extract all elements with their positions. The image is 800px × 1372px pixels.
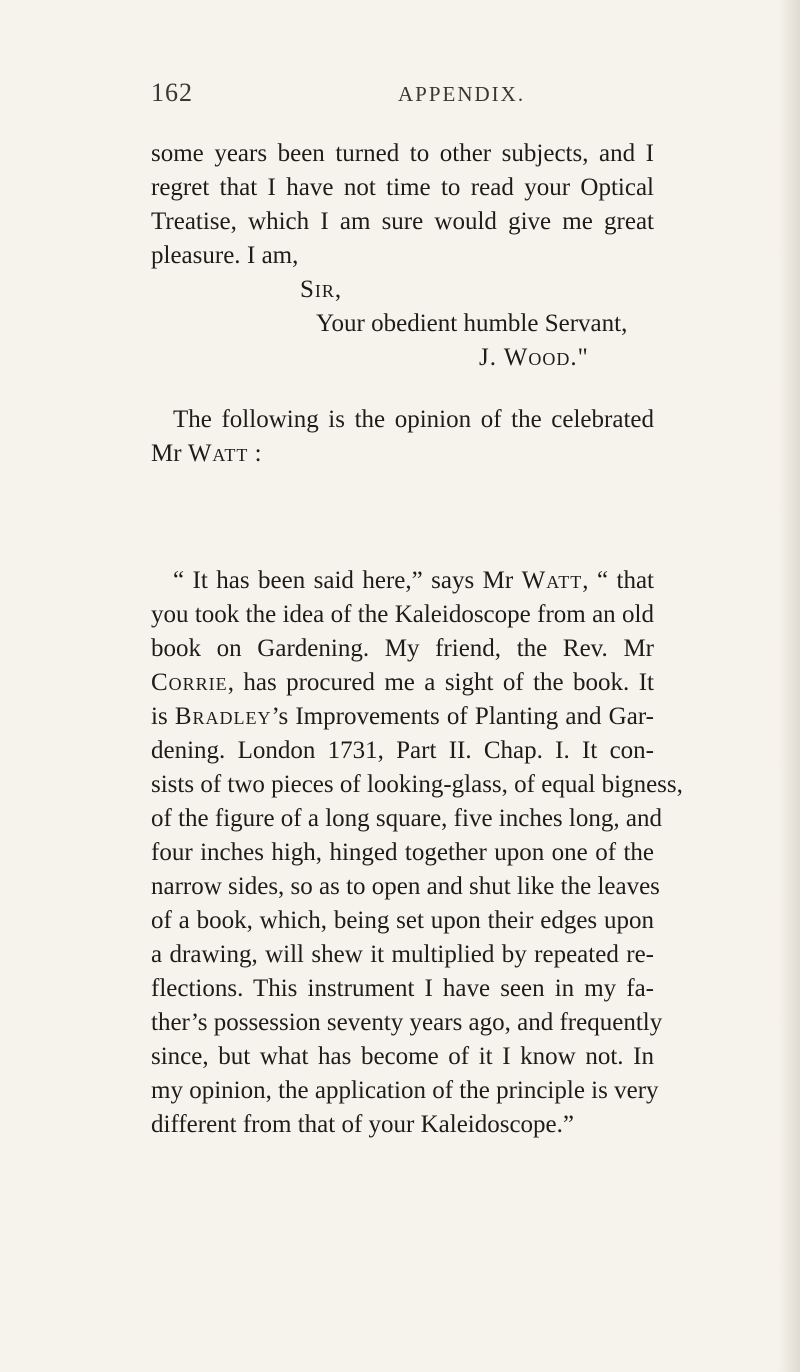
intro-paragraph bbox=[151, 403, 654, 471]
closing-valediction: Your obedient humble Servant, bbox=[316, 310, 628, 337]
letter-conclusion-paragraph bbox=[151, 137, 654, 273]
text-line: Corrie, has procured me a sight of the book. It bbox=[151, 669, 654, 696]
text-line: pleasure. bbox=[151, 242, 241, 269]
text-line: four inches high, hinged together upon one of the bbox=[151, 839, 654, 866]
person-name: Watt bbox=[187, 440, 249, 467]
text-line: flections. This instrument I have seen in my fa- bbox=[151, 975, 654, 1002]
person-name: Watt bbox=[521, 567, 583, 594]
person-name: Bradley bbox=[174, 703, 272, 730]
text-line: since, but what has become of it I know not. In bbox=[151, 1043, 654, 1070]
text-line: some years been turned to other subjects, and I bbox=[151, 140, 654, 167]
text-line: a drawing, will shew it multiplied by repeated re- bbox=[151, 941, 654, 968]
text-line: is Bradley’s Improvements of Planting and Gar- bbox=[151, 703, 654, 730]
text-line: book on Gardening. My friend, the Rev. Mr bbox=[151, 635, 654, 662]
running-head bbox=[0, 78, 800, 112]
page-edge-shadow bbox=[778, 0, 800, 1372]
text-line: different from that of your Kaleidoscope.” bbox=[151, 1111, 574, 1138]
watt-quote-paragraph bbox=[151, 564, 683, 1142]
closing-salutation: I am, bbox=[247, 242, 299, 269]
page-number: 162 bbox=[151, 78, 193, 107]
text-line: dening. London 1731, Part II. Chap. I. It con- bbox=[151, 737, 654, 764]
text-line: ther’s possession seventy years ago, and frequently bbox=[151, 1009, 663, 1036]
text-line: Treatise, which I am sure would give me great bbox=[151, 208, 654, 235]
text-line: “ It has been said here,” says Mr Watt, “ that bbox=[173, 567, 654, 594]
text-line: you took the idea of the Kaleidoscope from an old bbox=[151, 601, 654, 628]
text-line: Mr Watt : bbox=[151, 440, 262, 467]
signature: J. Wood." bbox=[479, 344, 589, 371]
closing-address: Sir, bbox=[300, 276, 343, 303]
text-line: narrow sides, so as to open and shut like the leaves bbox=[151, 873, 660, 900]
text-line: of a book, which, being set upon their edges upon bbox=[151, 907, 654, 934]
text-line: my opinion, the application of the principle is very bbox=[151, 1077, 659, 1104]
text-line: sists of two pieces of looking-glass, of equal bigness, bbox=[151, 771, 683, 798]
text-line: The following is the opinion of the celebrated bbox=[173, 406, 654, 433]
text-line: of the figure of a long square, five inches long, and bbox=[151, 805, 662, 832]
text-line: regret that I have not time to read your Optical bbox=[151, 174, 654, 201]
person-name: Corrie bbox=[151, 669, 228, 696]
section-title: APPENDIX. bbox=[398, 82, 526, 106]
